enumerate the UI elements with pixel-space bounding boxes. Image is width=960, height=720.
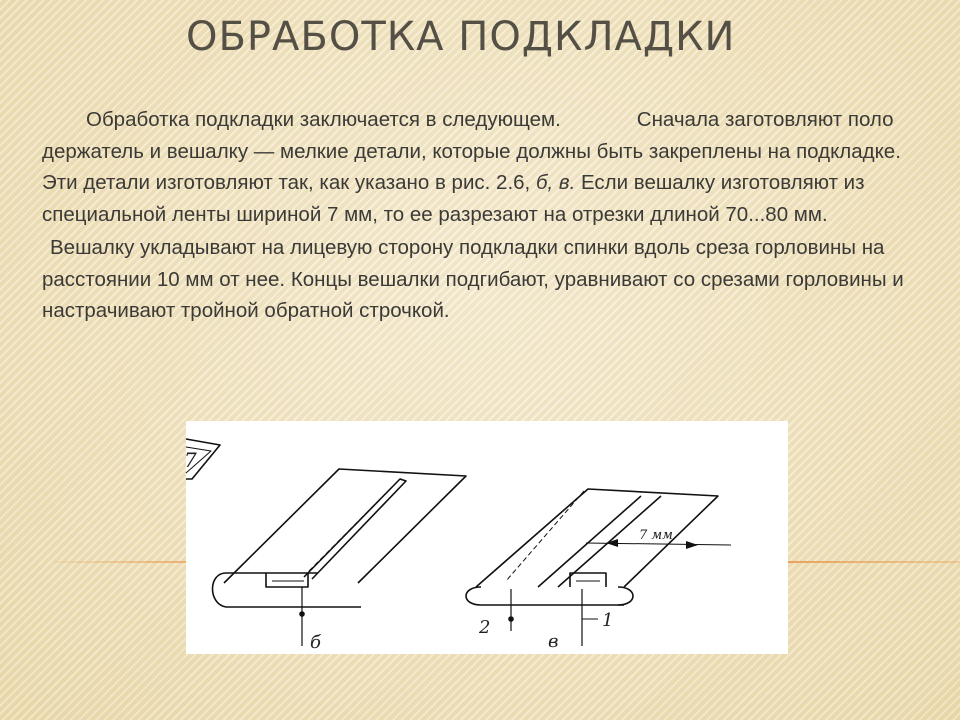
paragraph-1 bbox=[42, 104, 914, 230]
diagram-b bbox=[213, 469, 467, 646]
fragment-label: 7 bbox=[184, 448, 197, 472]
diagram-corner-fragment bbox=[184, 439, 220, 479]
paragraph-2: Вешалку укладывают на лицевую сторону подкладки спинки вдоль среза горловины на расстоянии 10 мм от нее. Концы вешалки подгибают, уравнивают со срезами горловины и настрачивают тройной обратной строчкой. bbox=[42, 236, 904, 322]
callout-1: 1 bbox=[602, 610, 614, 631]
figure-hanger-diagram bbox=[186, 421, 788, 654]
paragraph-1-part-c: Если вешалку изготовляют из специальной ленты шириной 7 мм, то ее разрезают на отрезки длиной 70...80 мм. bbox=[42, 171, 865, 226]
label-b: б bbox=[310, 632, 321, 653]
callout-2: 2 bbox=[479, 617, 491, 638]
dimension-label: 7 мм bbox=[639, 528, 673, 543]
paragraph-1-part-b: Сначала заготовляют поло держатель и вешалку — мелкие детали, которые должны быть закреплены на подкладке. Эти детали изготовляют так, как указано в рис. 2.6, bbox=[42, 108, 901, 194]
label-v: в bbox=[548, 631, 559, 652]
slide-title: ОБРАБОТКА ПОДКЛАДКИ bbox=[186, 14, 736, 60]
diagram-v bbox=[466, 489, 731, 646]
diagram-svg bbox=[186, 421, 788, 654]
paragraph-1-part-a: Обработка подкладки заключается в следующем. bbox=[86, 108, 561, 131]
paragraph-1-italic: б, в. bbox=[535, 171, 576, 194]
body-text bbox=[42, 104, 914, 327]
